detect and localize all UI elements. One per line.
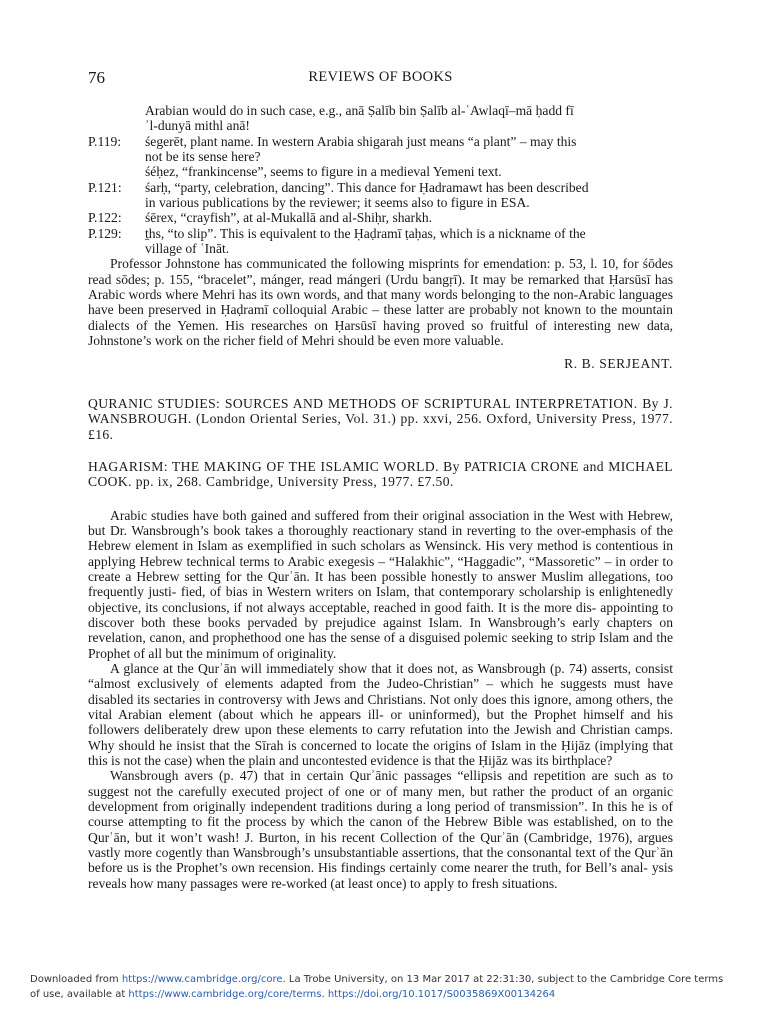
glossary-list	[88, 134, 673, 257]
page-header	[88, 68, 673, 92]
spacer	[88, 490, 673, 508]
entry-page-label	[88, 164, 145, 179]
review-heading-hagarism	[88, 459, 673, 490]
entry-text	[145, 226, 673, 257]
glossary-entry	[88, 180, 673, 211]
text-line: fied, of bias in Western writers on Islam, that contemporary scholarship is enlightenedly	[180, 584, 673, 600]
review-heading-quranic-studies	[88, 396, 673, 442]
entry-text	[145, 164, 673, 179]
footer-text: Downloaded from	[30, 974, 122, 985]
entry-text	[145, 180, 673, 211]
text-line: not be its sense here?	[145, 149, 261, 165]
text-line: or uninformed), but the Prophet himself and his followers deliberately drew upon these	[88, 707, 673, 738]
text-line: objective, its conclusions, if not always acceptable, reached in good faith. It is the more dis-	[88, 599, 597, 615]
text-line: appointing to discover both these books pervaded by prejudice against Islam. In Wansbrough’s	[88, 599, 674, 630]
text-line: period of transmission”. In this he is of course attempting to fit the process by which the	[88, 799, 673, 830]
text-line: Arabian would do in such case, e.g., anā Ṣalīb bin Ṣalīb al-ʿAwlaqī–mā ḥadd fī	[145, 103, 574, 118]
glossary-entry	[88, 226, 673, 257]
text-line: to the over-emphasis of the Hebrew element in Islam as exemplified in such scholars as	[88, 522, 673, 554]
text-line: ṯhs, “to slip”. This is equivalent to the Ḥaḍramī ṭaḥas, which is a nickname of the	[145, 225, 586, 241]
entry-page-label: P.129:	[88, 225, 122, 241]
entry-page-label: P.122:	[88, 210, 122, 226]
text-line: elements to carry refutation into the Jewish and Christian camps. Why should he insist that	[88, 722, 673, 753]
text-line: śéḥez, “frankincense”, seems to figure in a medieval Yemeni text.	[145, 164, 502, 180]
text-line: the richer field of Mehri should be even more valuable.	[203, 333, 504, 349]
page-body	[88, 103, 673, 891]
text-line: he suggests must have disabled its sectaries in controversy with Jews and Christians. Not	[88, 676, 673, 707]
text-line: only does this ignore, among others, the vital Arabian element (about which he appears ill-	[88, 691, 674, 723]
text-line: 10, for śōdes read sōdes; p. 155, “bracelet”, mánger, read mángeri (Urdu bangṛī). It may be	[88, 256, 673, 287]
text-line: the Sīrah is concerned to locate the origins of Islam in the Ḥijāz (implying that this is not	[88, 737, 673, 769]
reviewer-signature: R. B. SERJEANT.	[564, 355, 673, 371]
doi-link[interactable]: https://doi.org/10.1017/S0035869X00134264	[327, 989, 556, 1000]
text-line: MICHAEL COOK. pp. ix, 268. Cambridge, University Press, 1977. £7.50.	[88, 458, 673, 490]
text-line: By J. WANSBROUGH. (London Oriental Series, Vol. 31.) pp. xxvi, 256. Oxford, University	[88, 395, 673, 427]
entry-text	[145, 134, 673, 165]
text-line: QURANIC STUDIES: SOURCES AND METHODS OF SCRIPTURAL INTERPRETATION.	[88, 395, 638, 411]
page-number: 76	[88, 68, 105, 87]
footer-text: . La Trobe University, on 13 Mar 2017 at 22:31:30, subject to the Cambridge Core terms	[282, 974, 724, 985]
text-line: Press, 1977. £16.	[88, 411, 673, 442]
paragraph-quran-glance	[88, 661, 673, 768]
text-line: remarked that Ḥarsūsī has Arabic words where Mehri has its own words, and that many	[88, 271, 673, 303]
text-line: Professor Johnstone has communicated the following misprints for emendation: p. 53, l.	[110, 256, 598, 272]
download-footer	[30, 972, 740, 1002]
entry-page-label: P.119:	[88, 133, 122, 149]
text-line: in his recent Collection of the Qurʾān (Cambridge, 1976), argues vastly more cogently than	[88, 829, 673, 861]
text-line: product of an organic development from originally independent traditions during a long	[88, 783, 673, 815]
cambridge-core-link[interactable]: https://www.cambridge.org/core	[121, 974, 283, 985]
text-line: A glance at the Qurʾān will immediately show that it does not, as Wansbrough (p. 74)	[110, 661, 588, 676]
footer-text: .	[321, 989, 328, 1000]
text-line: ʾl-dunyā mithl anā!	[145, 118, 250, 134]
footer-line-2	[30, 987, 740, 1002]
text-line: śarḥ, “party, celebration, dancing”. This dance for Ḥadramawt has been described	[145, 179, 589, 195]
text-line: HAGARISM: THE MAKING OF THE ISLAMIC WORLD. By PATRICIA CRONE and	[88, 458, 604, 474]
entry-text	[145, 210, 673, 225]
text-line: śērex, “crayfish”, at al-Mukallā and al-Shiḥr, sharkh.	[145, 210, 433, 226]
entry-page-label: P.121:	[88, 179, 122, 195]
text-line: Arabic – these latter are probably not known to the mountain dialects of the Yemen. His	[88, 302, 673, 333]
paragraph-wansbrough-avers	[88, 768, 673, 891]
glossary-entry	[88, 164, 673, 179]
text-line: the Qurʾān. It has been possible honestly to answer Muslim allegations, too frequently justi-	[88, 568, 673, 600]
text-line: ysis reveals how many passages were re-worked (at least once) to apply to fresh situations.	[88, 860, 673, 891]
text-line: words belonging to the non-Arabic languages have been preserved in Ḥaḍramī colloquial	[88, 287, 674, 318]
running-head: REVIEWS OF BOOKS	[308, 69, 453, 85]
glossary-entry	[88, 210, 673, 225]
text-line: Arabic studies have both gained and suffered from their original association in the West	[110, 507, 596, 523]
text-line: such as to suggest not the carefully executed project of one or of many men, but rather the	[88, 768, 673, 799]
text-line: with Hebrew, but Dr. Wansbrough’s book takes a thoroughly reactionary stand in reverting	[88, 507, 674, 538]
glossary-entry	[88, 134, 673, 165]
text-line: the case) when the plain and uncontested evidence is that the Ḥijāz was its birthplace?	[144, 753, 613, 769]
johnstone-paragraph	[88, 256, 673, 348]
footer-line-1	[30, 972, 740, 987]
text-line: canon of the Hebrew Bible was established, on to the Qurʾān, but it won’t wash! J. Burton,	[88, 814, 673, 845]
text-line: polemic seeking to strip Islam and the Prophet of all but the minimum of originality.	[88, 630, 673, 661]
paragraph-arabic-studies	[88, 508, 673, 661]
text-line: Wansbrough avers (p. 47) that in certain Qurʾānic passages “ellipsis and repetition are	[110, 768, 609, 784]
footer-text: of use, available at	[30, 989, 129, 1000]
text-line: early chapters on revelation, canon, and prophethood one has the sense of a disguised	[88, 614, 673, 646]
text-line: is the Prophet’s own recension. His findings certainly come nearer the truth, for Bell’s anal-	[142, 860, 648, 876]
text-line: śegerēt, plant name. In western Arabia shigarah just means “a plant” – may this	[145, 133, 577, 149]
text-line: exegesis – “Halakhic”, “Haggadic”, “Massoretic” – in order to create a Hebrew setting for	[88, 553, 673, 584]
text-line: village of ʿInāt.	[145, 241, 230, 257]
terms-link[interactable]: https://www.cambridge.org/core/terms	[128, 989, 322, 1000]
text-line: Wensinck. His very method is contentious in applying Hebrew technical terms to Arabic	[88, 538, 674, 569]
text-line: in various publications by the reviewer; it seems also to figure in ESA.	[145, 195, 530, 211]
text-line: Wansbrough’s unsubstantiable assertions, that the consonantal text of the Qurʾān before us	[88, 845, 674, 876]
glossary-intro	[88, 103, 673, 134]
text-line: researches on Ḥarsūsī having proved so fruitful of interesting new data, Johnstone’s work on	[88, 317, 673, 349]
text-line: asserts, consist “almost exclusively of elements adapted from the Judeo-Christian” – which	[88, 661, 673, 692]
